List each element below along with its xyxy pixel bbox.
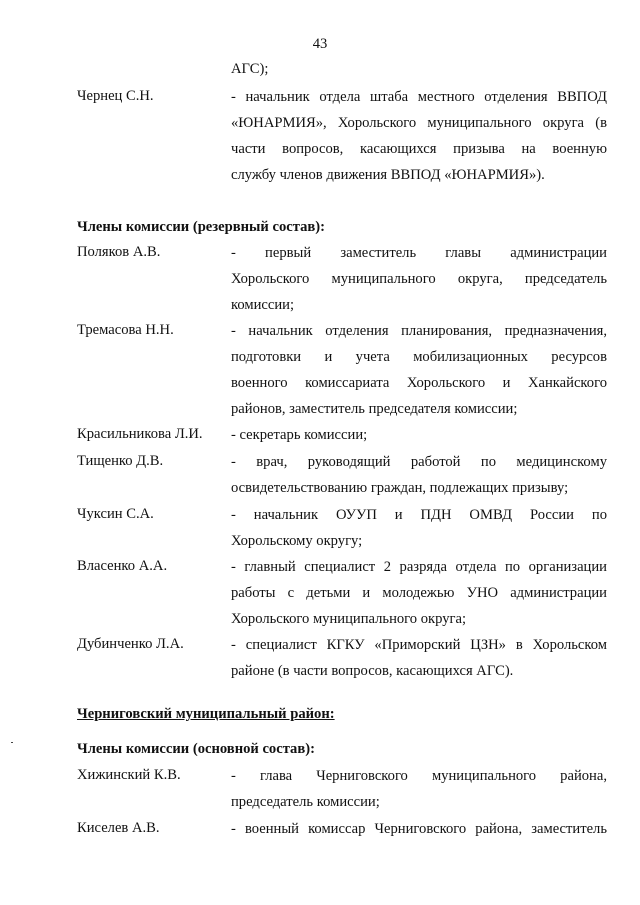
district-heading: Черниговский муниципальный район: [77, 706, 335, 722]
member-name: Киселев А.В. [77, 820, 160, 836]
page-number: 43 [312, 36, 328, 52]
member-name: Красильникова Л.И. [77, 426, 203, 442]
member-role-line: - глава Черниговского муниципального района, [231, 768, 607, 784]
member-role-line: - главный специалист 2 разряда отдела по организации [231, 559, 607, 575]
member-name: Чуксин С.А. [77, 506, 154, 522]
member-name: Поляков А.В. [77, 244, 161, 260]
section-heading-reserve: Члены комиссии (резервный состав): [77, 219, 325, 235]
member-role-line: - начальник отделения планирования, предназначения, [231, 323, 607, 339]
member-role-line: комиссии; [231, 297, 295, 313]
member-name: Чернец С.Н. [77, 88, 154, 104]
member-role-line: - первый заместитель главы администрации [231, 245, 607, 261]
section-heading-main: Члены комиссии (основной состав): [77, 741, 315, 757]
member-role-line: председатель комиссии; [231, 794, 380, 810]
member-role-line: - врач, руководящий работой по медицинскому [231, 454, 607, 470]
member-role-line: военного комиссариата Хорольского и Ханкайского [231, 375, 607, 391]
member-role-line: освидетельствованию граждан, подлежащих призыву; [231, 480, 569, 496]
member-role-line: районов, заместитель председателя комиссии; [231, 401, 518, 417]
member-role-line: работы с детьми и молодежью УНО администрации [231, 585, 607, 601]
member-role-line: подготовки и учета мобилизационных ресурсов [231, 349, 607, 365]
member-role-line: - начальник ОУУП и ПДН ОМВД России по [231, 507, 607, 523]
member-role-line: - военный комиссар Черниговского района, заместитель [231, 821, 607, 837]
member-name: Власенко А.А. [77, 558, 168, 574]
member-role-line: - специалист КГКУ «Приморский ЦЗН» в Хорольском [231, 637, 607, 653]
member-role-line: «ЮНАРМИЯ», Хорольского муниципального округа (в [231, 115, 607, 131]
member-name: Тищенко Д.В. [77, 453, 164, 469]
member-name: Тремасова Н.Н. [77, 322, 174, 338]
member-role-line: Хорольскому округу; [231, 533, 363, 549]
member-role-line: службу членов движения ВВПОД «ЮНАРМИЯ»). [231, 167, 545, 183]
member-role-line: районе (в части вопросов, касающихся АГС). [231, 663, 514, 679]
scan-speck [11, 742, 13, 743]
member-name: Хижинский К.В. [77, 767, 181, 783]
member-role-line: Хорольского муниципального округа, председатель [231, 271, 607, 287]
member-role-line: Хорольского муниципального округа; [231, 611, 467, 627]
member-role-line: части вопросов, касающихся призыва на военную [231, 141, 607, 157]
continuation-text: АГС); [231, 61, 269, 77]
member-name: Дубинченко Л.А. [77, 636, 184, 652]
member-role-line: - секретарь комиссии; [231, 427, 368, 443]
member-role-line: - начальник отдела штаба местного отделения ВВПОД [231, 89, 607, 105]
